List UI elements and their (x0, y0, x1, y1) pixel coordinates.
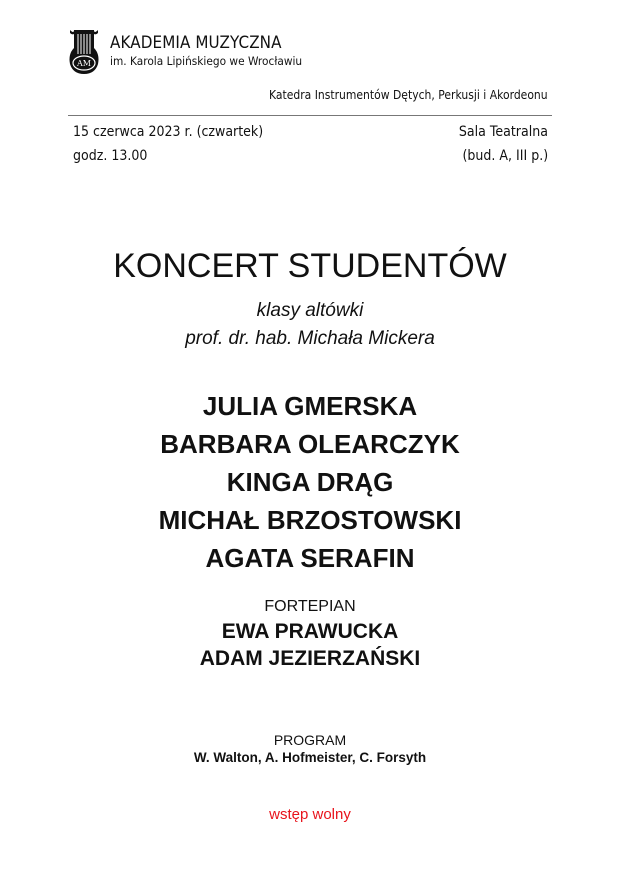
program-label: PROGRAM (273, 732, 347, 748)
student-name: BARBARA OLEARCZYK (160, 429, 460, 459)
admission-note: wstęp wolny (269, 806, 351, 823)
student-name: MICHAŁ BRZOSTOWSKI (158, 505, 462, 535)
concert-class: klasy altówki (256, 300, 364, 321)
program-composers: W. Walton, A. Hofmeister, C. Forsyth (193, 750, 427, 765)
concert-professor: prof. dr. hab. Michała Mickera (185, 328, 435, 349)
event-time: godz. 13.00 (73, 148, 148, 164)
academy-name: AKADEMIA MUZYCZNA (110, 33, 282, 52)
student-name: KINGA DRĄG (226, 467, 394, 497)
student-name: JULIA GMERSKA (202, 391, 418, 421)
svg-text:AM: AM (77, 59, 91, 68)
piano-label: FORTEPIAN (264, 598, 356, 615)
pianist-name: ADAM JEZIERZAŃSKI (199, 647, 421, 670)
student-list (0, 387, 620, 577)
lyre-logo-icon (66, 26, 102, 76)
event-venue-detail: (bud. A, III p.) (462, 148, 548, 164)
concert-title: KONCERT STUDENTÓW (113, 247, 507, 285)
pianist-list (0, 618, 620, 672)
header-divider (68, 115, 552, 116)
pianist-name: EWA PRAWUCKA (221, 620, 399, 643)
department-name: Katedra Instrumentów Dętych, Perkusji i Akordeonu (269, 88, 548, 102)
event-venue: Sala Teatralna (458, 124, 548, 140)
student-name: AGATA SERAFIN (205, 543, 415, 573)
event-date: 15 czerwca 2023 r. (czwartek) (73, 124, 264, 140)
academy-subtitle: im. Karola Lipińskiego we Wrocławiu (110, 54, 303, 68)
